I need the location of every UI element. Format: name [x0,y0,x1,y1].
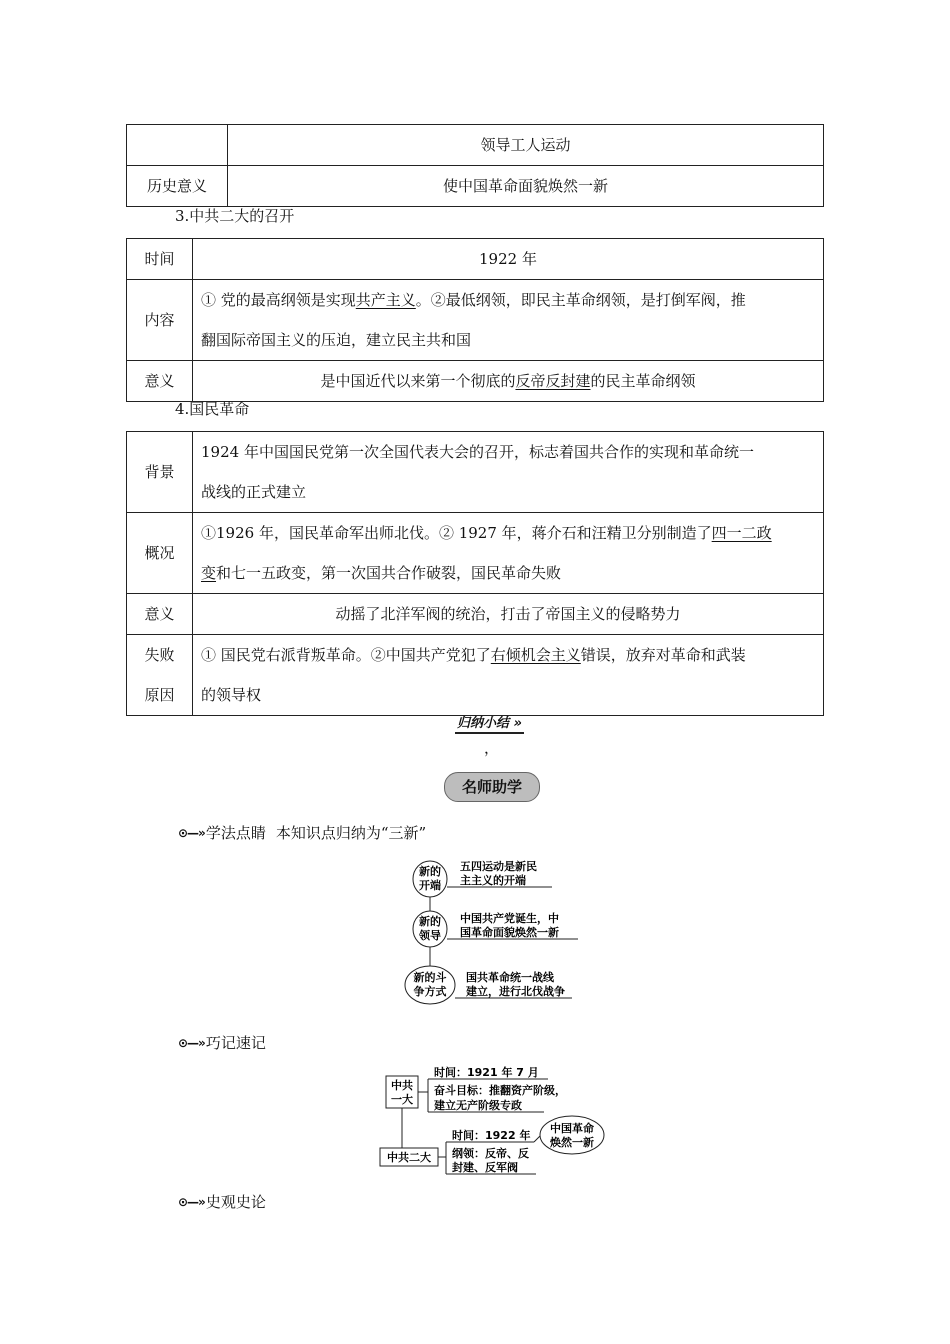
svg-text:新的: 新的 [419,865,441,878]
tip-item-method: ⊙—» 学法点睛 本知识点归纳为“三新” [178,824,427,842]
table-cell: 是中国近代以来第一个彻底的反帝反封建的民主革命纲领 [193,361,824,402]
table-row-label: 历史意义 [127,166,228,207]
underlined-term: 四一二政 [711,524,772,542]
text-line: 的领导权 [201,686,262,704]
svg-text:时间：1922 年: 时间：1922 年 [452,1129,531,1142]
stray-comma: ， [484,739,500,757]
table-national-revolution [126,431,824,716]
svg-text:建立，进行北伐战争: 建立，进行北伐战争 [466,985,565,998]
node-new-leadership [413,911,447,947]
teacher-help-banner: 名师助学 [444,772,540,802]
bullet-arrow-icon: ⊙—» [178,1194,205,1209]
svg-text:焕然一新: 焕然一新 [550,1136,594,1149]
table-row-label: 意义 [127,361,193,402]
box-first-congress [386,1076,418,1108]
table-cell [193,635,824,716]
table-row-label: 失败 原因 [127,635,193,716]
bullet-arrow-icon: ⊙—» [178,1035,205,1050]
table-row-label: 时间 [127,239,193,280]
text-line: 战线的正式建立 [201,483,307,501]
text-line: ① 国民党右派背叛革命。②中国共产党犯了右倾机会主义错误，放弃对革命和武装 [201,646,746,664]
tip-item-historical-view: ⊙—» 史观史论 [178,1193,266,1211]
text-line: 翻国际帝国主义的压迫，建立民主共和国 [201,331,472,349]
text-line: ① 党的最高纲领是实现共产主义。②最低纲领，即民主革命纲领，是打倒军阀，推 [201,291,746,309]
svg-text:时间：1921 年 7 月: 时间：1921 年 7 月 [434,1066,539,1079]
table-cell: 动摇了北洋军阀的统治，打击了帝国主义的侵略势力 [193,594,824,635]
svg-text:中国共产党诞生，中: 中国共产党诞生，中 [460,912,559,925]
tip-item-memory: ⊙—» 巧记速记 [178,1034,266,1052]
node-new-struggle [405,966,455,1004]
node-new-start [413,861,447,897]
svg-text:纲领：反帝、反: 纲领：反帝、反 [452,1147,529,1160]
svg-text:主主义的开端: 主主义的开端 [460,874,526,887]
table-cell [193,513,824,594]
table-row-label: 概况 [127,513,193,594]
svg-text:中共: 中共 [391,1079,413,1092]
svg-text:封建、反军阀: 封建、反军阀 [452,1161,518,1174]
svg-text:五四运动是新民: 五四运动是新民 [460,860,537,873]
section-heading-4: 4.国民革命 [175,400,250,418]
text-line: 1924 年中国国民党第一次全国代表大会的召开，标志着国共合作的实现和革命统一 [201,443,754,461]
svg-text:开端: 开端 [419,879,441,892]
ellipse-revolution-new [540,1116,604,1154]
svg-text:新的: 新的 [419,915,441,928]
table-row-label: 内容 [127,280,193,361]
svg-text:争方式: 争方式 [413,985,447,998]
box-second-congress [380,1148,438,1166]
section-heading-3: 3.中共二大的召开 [175,207,295,225]
underlined-term: 反帝反封建 [515,372,591,390]
table-cell: 使中国革命面貌焕然一新 [228,166,824,207]
svg-text:新的斗: 新的斗 [413,971,447,984]
text-line: ①1926 年，国民革命军出师北伐。② 1927 年，蒋介石和汪精卫分别制造了四一二政 [201,524,772,542]
three-new-diagram [400,850,600,1010]
summary-banner: 归纳小结 » [455,712,524,734]
svg-text:国革命面貌焕然一新: 国革命面貌焕然一新 [460,926,559,939]
svg-text:一大: 一大 [391,1093,413,1106]
table-cpc-first-congress-continued [126,124,824,207]
table-row-label: 意义 [127,594,193,635]
svg-text:中国革命: 中国革命 [550,1122,594,1135]
cpc-congress-diagram [378,1062,618,1180]
text-line: 变和七一五政变，第一次国共合作破裂，国民革命失败 [201,564,562,582]
table-cell [193,280,824,361]
underlined-term: 共产主义 [355,291,416,309]
table-cell: 1922 年 [193,239,824,280]
table-cell-empty [127,125,228,166]
svg-text:奋斗目标：推翻资产阶级，: 奋斗目标：推翻资产阶级， [434,1084,566,1097]
underlined-term: 右倾机会主义 [490,646,581,664]
table-cpc-second-congress [126,238,824,402]
table-cell [193,432,824,513]
svg-text:中共二大: 中共二大 [387,1151,431,1164]
svg-text:领导: 领导 [419,929,441,942]
svg-text:国共革命统一战线: 国共革命统一战线 [466,971,554,984]
svg-text:建立无产阶级专政: 建立无产阶级专政 [434,1099,522,1112]
underlined-term: 变 [201,564,217,582]
table-cell: 领导工人运动 [228,125,824,166]
table-row-label: 背景 [127,432,193,513]
bullet-arrow-icon: ⊙—» [178,825,205,840]
